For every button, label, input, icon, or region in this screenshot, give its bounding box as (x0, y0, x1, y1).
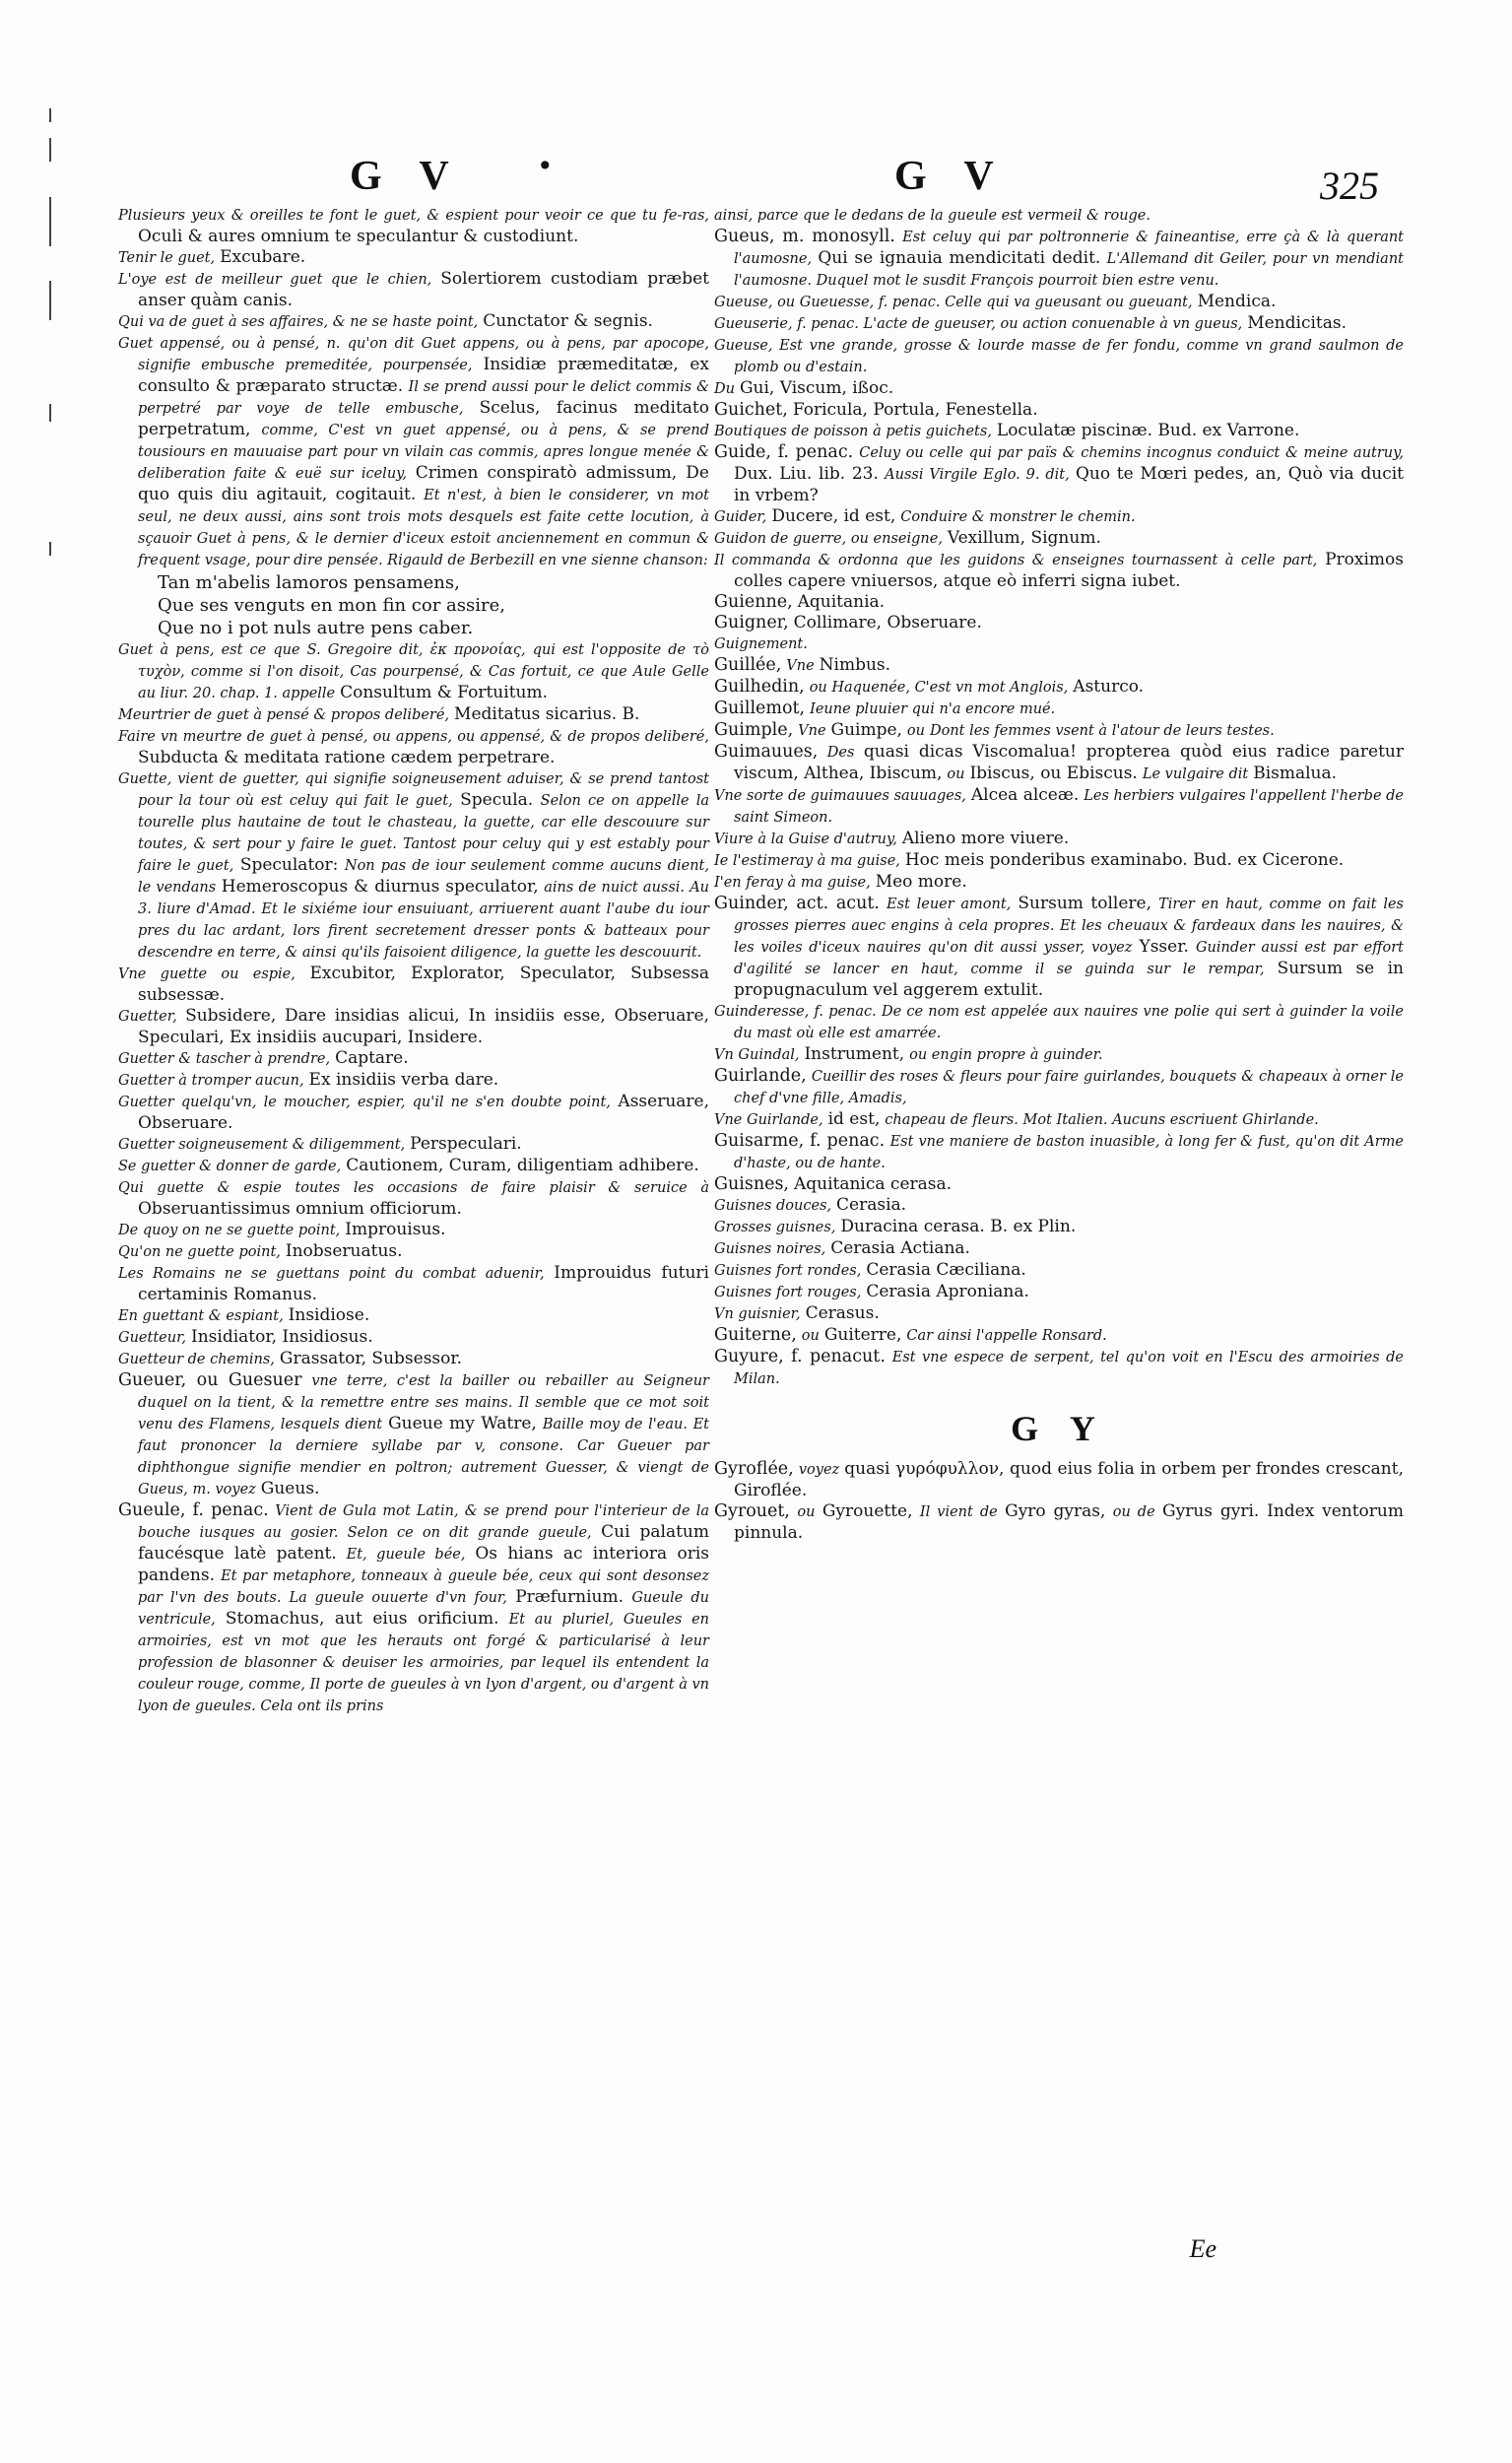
entry-latin-text: Qui se ignauia mendicitati dedit. (818, 248, 1101, 268)
entry-latin-text: Stomachus, aut eius orificium. (225, 1609, 499, 1629)
entry-headword: Guisarme, f. penac. (714, 1131, 886, 1151)
entry-french-text: Et, gueule bée, (346, 1547, 466, 1563)
margin-marks (49, 108, 57, 581)
entry-latin-text: Mendicitas. (1247, 313, 1348, 333)
right-column-entries (714, 205, 1404, 1390)
dictionary-entry (118, 1177, 709, 1220)
entry-french-text: Guisnes fort rondes, (714, 1263, 862, 1279)
dictionary-entry (714, 720, 1404, 742)
section-heading-gy: G Y (1011, 1409, 1107, 1448)
entry-french-text: Selon ce on appelle la tourelle plus hautaine de tout le chasteau, la guette, car elle descouure sur toutes, & sert pour y faire le guet. Tantost pour celuy qui y est estably pour faire le guet, (138, 793, 709, 874)
dictionary-entry (118, 1156, 709, 1177)
dictionary-entry (714, 699, 1404, 720)
entry-latin-text: Collimare, Obseruare. (793, 613, 982, 632)
entry-latin-text: Ysser. (1139, 937, 1189, 957)
entry-headword: Guinder, act. acut. (714, 894, 880, 913)
entry-latin-text: Ibiscus, ou Ebiscus. (969, 764, 1138, 783)
dictionary-entry (118, 269, 709, 311)
entry-latin-text: Crimen conspiratò admissum, De quo quis diu agitauit, cogitauit. (138, 463, 709, 504)
dictionary-entry (714, 655, 1404, 677)
dictionary-entry (118, 1327, 709, 1349)
entry-headword: Gyroflée, (714, 1459, 794, 1479)
entry-french-text: Guetter à tromper aucun, (118, 1073, 304, 1089)
entry-latin-text: Alcea alceæ. (970, 785, 1080, 805)
entry-french-text: Celuy ou celle qui par païs & chemins incognus conduict & meine autruy, (859, 445, 1405, 461)
entry-latin-text: Meditatus sicarius. B. (454, 704, 640, 724)
entry-latin-text: Grassator, Subsessor. (279, 1349, 463, 1368)
entry-french-text: Est celuy qui par poltronnerie & faineantise, erre çà & là querant l'aumosne, (734, 230, 1405, 267)
entry-french-text: Guetter quelqu'vn, le moucher, espier, qu'il ne s'en doubte point, (118, 1095, 611, 1110)
dictionary-entry (714, 592, 1404, 613)
gy-section-entries (714, 1459, 1404, 1544)
entry-headword: Guichet, (714, 400, 788, 420)
verse-line: Tan m'abelis lamoros pensamens, (158, 572, 460, 593)
entry-latin-text: Cunctator & segnis. (483, 311, 653, 331)
dictionary-entry (118, 205, 709, 247)
entry-latin-text: Excubare. (220, 247, 306, 267)
entry-french-text: Guignement. (714, 636, 808, 652)
entry-french-text: Meurtrier de guet à pensé & propos deliberé, (118, 707, 450, 723)
entry-latin-text: Excubitor, Explorator, Speculator, Subsessa subsessæ. (138, 964, 709, 1005)
entry-latin-text: Speculator: (239, 855, 339, 875)
entry-french-text: Il vient de (919, 1504, 998, 1520)
dictionary-entry (714, 785, 1404, 829)
dictionary-entry (714, 1131, 1404, 1174)
entry-french-text: ou de (1112, 1504, 1155, 1520)
dictionary-entry (714, 1195, 1404, 1217)
dictionary-entry (714, 335, 1404, 378)
entry-french-text: De quoy on ne se guette point, (118, 1223, 341, 1238)
entry-french-text: vne terre, c'est la bailler ou rebailler au Seigneur duquel on la tient, & la remettre entre ses mains. Il semble que ce mot soit venu des Flamens, lesquels dient (138, 1373, 709, 1432)
entry-latin-text: Captare. (335, 1048, 409, 1068)
entry-french-text: Qui guette & espie toutes les occasions de faire plaisir & seruice à (118, 1180, 709, 1196)
entry-latin-text: Hemeroscopus & diurnus speculator, (221, 877, 539, 897)
entry-french-text: Baille moy de l'eau. Et faut prononcer la derniere syllabe par v, consone. Car Gueuer par diphthongue signifie mendier en poltron; autrement Guesser, & viengt de Gueus, m. voyez (138, 1417, 710, 1498)
entry-latin-text: Bismalua. (1253, 764, 1338, 783)
dictionary-entry (118, 1070, 709, 1092)
dictionary-entry (714, 613, 1404, 633)
dictionary-entry (714, 829, 1404, 850)
dictionary-entry (714, 378, 1404, 400)
dictionary-entry (714, 1174, 1404, 1195)
dictionary-entry (714, 894, 1404, 1001)
dictionary-entry (714, 421, 1404, 442)
entry-latin-text: Dux. Liu. lib. 23. (734, 464, 879, 484)
page-number: 325 (1320, 164, 1379, 208)
dictionary-entry (714, 205, 1404, 227)
entry-latin-text: Mendica. (1197, 292, 1277, 311)
entry-french-text: ainsi, parce que le dedans de la gueule est vermeil & rouge. (714, 208, 1151, 224)
entry-french-text: Gueule du ventricule, (138, 1590, 709, 1628)
entry-latin-text: Loculatæ piscinæ. Bud. ex Varrone. (996, 421, 1300, 440)
entry-latin-text: Aquitanica cerasa. (793, 1174, 953, 1194)
catchword: Ee (1189, 2234, 1216, 2263)
entry-french-text: chapeau de fleurs. Mot Italien. Aucuns escriuent Ghirlande. (885, 1112, 1319, 1128)
entry-headword: Guimauues, (714, 742, 819, 762)
dictionary-entry (714, 1001, 1404, 1044)
dictionary-entry (118, 333, 709, 571)
entry-latin-text: Gyrus gyri. Index ventorum pinnula. (734, 1501, 1404, 1543)
entry-headword: Guigner, (714, 613, 789, 632)
entry-french-text: Gueuserie, f. penac. L'acte de gueuser, ou action conuenable à vn gueus, (714, 316, 1243, 332)
entry-latin-text: Aquitania. (797, 592, 886, 612)
entry-latin-text: Ex insidiis verba dare. (308, 1070, 499, 1090)
entry-latin-text: Insidiator, Insidiosus. (191, 1327, 373, 1347)
entry-french-text: Guetteur de chemins, (118, 1352, 275, 1367)
entry-latin-text: Gueus. (260, 1479, 320, 1498)
entry-french-text: voyez (798, 1462, 840, 1478)
dictionary-entry (714, 872, 1404, 894)
entry-latin-text: id est, (827, 1109, 881, 1129)
left-column (118, 205, 709, 1717)
entry-french-text: Guette, vient de guetter, qui signifie soigneusement aduiser, & se prend tantost pour la tour où est celuy qui fait le guet, (118, 771, 709, 809)
dictionary-entry (714, 227, 1404, 292)
entry-latin-text: Guiterre, (823, 1325, 902, 1345)
entry-latin-text: Sursum se in propugnaculum vel aggerem extulit. (734, 959, 1404, 1000)
entry-headword: Guienne, (714, 592, 793, 612)
dictionary-entry (118, 1370, 709, 1500)
entry-french-text: Car ainsi l'appelle Ronsard. (906, 1328, 1107, 1344)
entry-latin-text: Gyro gyras, (1005, 1501, 1106, 1521)
entry-french-text: ou (797, 1504, 816, 1520)
entry-french-text: Guetter, (118, 1009, 177, 1025)
entry-headword: Guyure, f. penacut. (714, 1347, 886, 1366)
dictionary-entry (118, 726, 709, 768)
entry-french-text: Gueuse, Est vne grande, grosse & lourde masse de fer fondu, comme vn grand saulmon de plomb ou d'estain. (714, 338, 1404, 375)
entry-headword: Guiterne, (714, 1325, 797, 1345)
entry-french-text: Il se prend aussi pour le delict commis & perpetré par voye de telle embusche, (138, 379, 709, 417)
entry-latin-text: Cautionem, Curam, diligentiam adhibere. (346, 1156, 699, 1175)
entry-french-text: Vne Guirlande, (714, 1112, 823, 1128)
entry-latin-text: Præfurnium. (515, 1587, 624, 1607)
entry-latin-text: Giroflée. (734, 1481, 808, 1500)
dictionary-entry (714, 742, 1404, 785)
dictionary-entry (714, 1260, 1404, 1282)
entry-headword: Gueuer, ou Guesuer (118, 1370, 302, 1390)
dictionary-entry (118, 639, 709, 704)
entry-french-text: Vne guette ou espie, (118, 966, 296, 982)
dictionary-entry (714, 1238, 1404, 1260)
entry-latin-text: Meo more. (875, 872, 967, 892)
entry-french-text: Guet appensé, ou à pensé, n. qu'on dit Guet appens, ou à pens, par apocope, signifie embusche premeditée, pourpensée, (118, 336, 709, 373)
dictionary-entry (118, 1349, 709, 1370)
dictionary-entry (714, 1044, 1404, 1066)
entry-french-text: ou (906, 723, 925, 739)
dictionary-entry (714, 1217, 1404, 1238)
dictionary-entry (714, 1459, 1404, 1501)
entry-french-text: Guisnes douces, (714, 1198, 832, 1214)
entry-french-text: Du (714, 381, 735, 397)
entry-french-text: Des (826, 745, 855, 761)
entry-headword: Gueus, m. monosyll. (714, 227, 895, 246)
entry-latin-text: Gyrouette, (822, 1501, 913, 1521)
entry-french-text: Guisnes fort rouges, (714, 1285, 862, 1300)
dictionary-entry (714, 1347, 1404, 1390)
entry-french-text: Est leuer amont, (887, 897, 1012, 912)
entry-french-text: Guider, (714, 509, 767, 525)
entry-latin-text: Instrument, (804, 1044, 905, 1064)
entry-french-text: ou Haquenée, C'est vn mot Anglois, (809, 680, 1069, 696)
entry-latin-text: Cui palatum faucésque latè patent. (138, 1522, 709, 1564)
dictionary-entry (118, 1305, 709, 1327)
entry-french-text: Guetter soigneusement & diligemment, (118, 1137, 406, 1153)
entry-french-text: Qui va de guet à ses affaires, & ne se haste point, (118, 314, 479, 330)
entry-latin-text: Quo te Mœri pedes, an, Quò via ducit in vrbem? (734, 464, 1404, 505)
entry-french-text: Qu'on ne guette point, (118, 1244, 281, 1260)
dictionary-entry (118, 1006, 709, 1048)
entry-headword: Guisnes, (714, 1174, 789, 1194)
entry-french-text: Guetter & tascher à prendre, (118, 1051, 331, 1067)
entry-latin-text: Asturco. (1073, 677, 1145, 697)
entry-french-text: Tenir le guet, (118, 250, 216, 266)
dictionary-entry (118, 1092, 709, 1134)
dictionary-entry (714, 1109, 1404, 1131)
dictionary-entry (118, 768, 709, 964)
dictionary-entry (714, 633, 1404, 655)
entry-latin-text: Specula. (460, 790, 534, 810)
dictionary-entry (118, 1048, 709, 1070)
entry-french-text: Tirer en haut, comme on fait les grosses pierres auec engins à cela propres. Et les cheuaux & fardeaux dans les nauires, & les voiles d'iceux nauires qu'on dit aussi ysser, voyez (734, 897, 1404, 956)
entry-french-text: Plusieurs yeux & oreilles te font le guet, & espient pour veoir ce que tu fe-ras, (118, 208, 709, 224)
entry-french-text: comme, C'est vn guet appensé, ou à pens, & se prend tousiours en mauuaise part pour vn vilain cas commis, apres longue menée & deliberation faite & euë sur iceluy, (138, 423, 709, 482)
entry-french-text: Ieune pluuier qui n'a encore mué. (810, 701, 1056, 717)
right-running-head: G V (894, 154, 1008, 199)
entry-latin-text: Cerasia Actiana. (830, 1238, 970, 1258)
entry-french-text: Ie l'estimeray à ma guise, (714, 853, 900, 869)
entry-french-text: ains de nuict aussi. Au 3. liure d'Amad. Et le sixiéme iour ensuiuant, arriuerent auant l'aube du iour pres du lac ardant, lors firent secretement dresser ponts & batteaux pour descendre en terre, & ainsi qu'ils faisoient diligence, la guette les descouurit. (138, 880, 710, 961)
entry-latin-text: Duracina cerasa. B. ex Plin. (840, 1217, 1077, 1236)
entry-latin-text: Hoc meis ponderibus examinabo. Bud. ex Cicerone. (904, 850, 1345, 870)
head-bullet: • (537, 150, 554, 182)
dictionary-entry (714, 528, 1404, 550)
dictionary-entry (714, 442, 1404, 506)
entry-latin-text: Scelus, facinus meditato perpetratum, (138, 398, 709, 439)
dictionary-entry (714, 1066, 1404, 1109)
dictionary-entry (118, 704, 709, 726)
entry-latin-text: Cerasus. (805, 1303, 880, 1323)
entry-french-text: Guinder aussi est par effort d'agilité se lancer en haut, comme il se guinda sur le rempar, (734, 940, 1404, 977)
entry-headword: Guimple, (714, 720, 794, 740)
dictionary-entry (118, 1220, 709, 1241)
entry-latin-text: Vexillum, Signum. (947, 528, 1101, 548)
entry-french-text: Viure à la Guise d'autruy, (714, 832, 897, 847)
entry-french-text: Le vulgaire dit (1142, 766, 1249, 782)
entry-french-text: Guet à pens, est ce que S. Gregoire dit, ἐκ προνοίας, qui est l'opposite de τὸ τυχὸν, comme si l'on disoit, Cas pourpensé, & Cas fortuit, ce que Aule Gelle au liur. 20. chap. 1. appelle (118, 642, 709, 701)
entry-french-text: Et n'est, à bien le considerer, vn mot seul, ne deux aussi, ains sont trois mots desquels est faite cette locution, à sçauoir Guet à pens, & le dernier d'iceux estoit anciennement en commun & frequent vsage, pour dire pensée. Rigauld de Berbezill en vne sienne chanson: (138, 488, 709, 568)
dictionary-entry (118, 311, 709, 333)
dictionary-entry (714, 1282, 1404, 1303)
entry-french-text: Faire vn meurtre de guet à pensé, ou appens, ou appensé, & de propos deliberé, (118, 729, 709, 745)
entry-french-text: ou (947, 766, 965, 782)
entry-latin-text: Solertiorem custodiam præbet anser quàm canis. (138, 269, 709, 310)
entry-french-text: Guidon de guerre, ou enseigne, (714, 531, 943, 547)
entry-french-text: En guettant & espiant, (118, 1308, 284, 1324)
left-running-head: G V (350, 154, 463, 199)
dictionary-entry (714, 550, 1404, 592)
entry-french-text: Aussi Virgile Eglo. 9. dit, (885, 467, 1070, 483)
entry-french-text: Les herbiers vulgaires l'appellent l'herbe de saint Simeon. (734, 788, 1405, 826)
dictionary-entry (714, 400, 1404, 421)
entry-headword: Guide, f. penac. (714, 442, 854, 462)
entry-latin-text: Proximos colles capere vniuersos, atque eò inferri signa iubet. (734, 550, 1404, 591)
entry-french-text: Cueillir des roses & fleurs pour faire guirlandes, bouquets & chapeaux à orner le chef d'vne fille, Amadis, (734, 1069, 1404, 1106)
entry-latin-text: Nimbus. (819, 655, 891, 675)
entry-french-text: Est vne maniere de baston inuasible, à long fer & fust, qu'on dit Arme d'haste, ou de hante. (734, 1134, 1404, 1171)
entry-french-text: I'en feray à ma guise, (714, 875, 871, 891)
entry-latin-text: Consultum & Fortuitum. (340, 683, 548, 702)
entry-french-text: Dont les femmes vsent à l'atour de leurs testes. (929, 723, 1275, 739)
dictionary-entry (118, 964, 709, 1006)
entry-french-text: Guisnes noires, (714, 1241, 826, 1257)
entry-latin-text: Insidiæ præmeditatæ, ex consulto & præparato structæ. (138, 355, 709, 396)
entry-headword: Guirlande, (714, 1066, 807, 1086)
entry-latin-text: quasi dicas Viscomalua! propterea quòd eius radice paretur viscum, Althea, Ibiscum, (734, 742, 1405, 783)
entry-latin-text: Cerasia. (836, 1195, 907, 1215)
entry-french-text: Vient de Gula mot Latin, & se prend pour l'interieur de la bouche iusques au gosier. Selon ce on dit grande gueule, (138, 1503, 710, 1541)
verse-line: Que no i pot nuls autre pens caber. (158, 618, 474, 638)
entry-latin-text: Asseruare, Obseruare. (138, 1092, 710, 1133)
entry-french-text: Boutiques de poisson à petis guichets, (714, 424, 992, 439)
dictionary-entry (118, 247, 709, 269)
entry-french-text: L'Allemand dit Geiler, pour vn mendiant l'aumosne. Duquel mot le susdit François pourroit bien estre venu. (734, 251, 1404, 289)
entry-latin-text: Os hians ac interiora oris pandens. (138, 1544, 709, 1585)
dictionary-entry (714, 506, 1404, 528)
entry-latin-text: Oculi & aures omnium te speculantur & custodiunt. (138, 227, 579, 246)
dictionary-entry (118, 1263, 709, 1305)
entry-headword: Gyrouet, (714, 1501, 790, 1521)
entry-latin-text: Ducere, id est, (771, 506, 896, 526)
entry-french-text: Vn Guindal, (714, 1047, 800, 1063)
entry-latin-text: Foricula, Portula, Fenestella. (792, 400, 1038, 420)
entry-french-text: Et par metaphore, tonneaux à gueule bée, ceux qui sont desonsez par l'vn des bouts. La gueule ouuerte d'vn four, (138, 1568, 709, 1606)
entry-latin-text: quasi γυρόφυλλον, quod eius folia in orbem per frondes crescant, (844, 1459, 1404, 1479)
dictionary-entry (118, 1241, 709, 1263)
entry-latin-text: Alieno more viuere. (901, 829, 1070, 848)
entry-french-text: Et au pluriel, Gueules en armoiries, est vn mot que les herauts ont forgé & particularisé à leur profession de blasonner & deuiser les armoiries, par lequel ils entendent la couleur rouge, comme, Il porte de gueules à vn lyon d'argent, ou d'argent à vn lyon de gueules. Cela ont ils prins (138, 1612, 709, 1714)
entry-latin-text: Inobseruatus. (285, 1241, 403, 1261)
entry-french-text: L'oye est de meilleur guet que le chien, (118, 272, 432, 288)
entry-headword: Guilhedin, (714, 677, 805, 697)
dictionary-entry (714, 677, 1404, 699)
entry-headword: Guillée, (714, 655, 782, 675)
verse-line: Que ses venguts en mon fin cor assire, (158, 595, 505, 616)
right-column (714, 205, 1404, 1544)
entry-french-text: Vne sorte de guimauues sauuages, (714, 788, 966, 804)
entry-french-text: Vne (786, 658, 815, 674)
entry-latin-text: Improuidus futuri certaminis Romanus. (138, 1263, 709, 1304)
dictionary-entry (714, 1303, 1404, 1325)
entry-latin-text: Cerasia Cæciliana. (866, 1260, 1026, 1280)
entry-french-text: Conduire & monstrer le chemin. (900, 509, 1136, 525)
entry-french-text: Guetteur, (118, 1330, 187, 1346)
entry-french-text: Non pas de iour seulement comme aucuns dient, le vendans (138, 858, 709, 896)
dictionary-entry (714, 1325, 1404, 1347)
entry-latin-text: Guimpe, (830, 720, 902, 740)
entry-latin-text: Obseruantissimus omnium officiorum. (138, 1199, 462, 1219)
entry-french-text: Il commanda & ordonna que les guidons & enseignes tournassent à celle part, (714, 553, 1318, 568)
dictionary-entry (118, 1500, 709, 1717)
entry-french-text: Se guetter & donner de garde, (118, 1159, 342, 1174)
entry-latin-text: Sursum tollere, (1018, 894, 1152, 913)
entry-french-text: Guinderesse, f. penac. De ce nom est appelée aux nauires vne polie qui sert à guinder la voile du mast où elle est amarrée. (714, 1004, 1404, 1041)
dictionary-entry (714, 1501, 1404, 1544)
entry-french-text: ou engin propre à guinder. (909, 1047, 1103, 1063)
entry-latin-text: Subsidere, Dare insidias alicui, In insidiis esse, Obseruare, Speculari, Ex insidiis aucupari, Insidere. (138, 1006, 709, 1047)
entry-french-text: Est vne espece de serpent, tel qu'on voit en l'Escu des armoiries de Milan. (734, 1350, 1404, 1387)
entry-headword: Guillemot, (714, 699, 806, 718)
entry-french-text: Les Romains ne se guettans point du combat aduenir, (118, 1266, 545, 1282)
entry-latin-text: Gueue my Watre, (388, 1414, 537, 1433)
entry-latin-text: Cerasia Aproniana. (866, 1282, 1029, 1301)
dictionary-entry (714, 313, 1404, 335)
dictionary-entry (714, 850, 1404, 872)
dictionary-entry (118, 1134, 709, 1156)
entry-latin-text: Insidiose. (288, 1305, 370, 1325)
entry-french-text: Vne (798, 723, 826, 739)
entry-headword: Gueule, f. penac. (118, 1500, 269, 1520)
entry-french-text: ou (801, 1328, 820, 1344)
entry-latin-text: Subducta & meditata ratione cædem perpetrare. (138, 748, 556, 767)
entry-french-text: Vn guisnier, (714, 1306, 801, 1322)
entry-french-text: Gueuse, ou Gueuesse, f. penac. Celle qui va gueusant ou gueuant, (714, 295, 1193, 310)
dictionary-entry (714, 292, 1404, 313)
entry-latin-text: Gui, Viscum, ißoc. (739, 378, 894, 398)
entry-latin-text: Improuisus. (345, 1220, 446, 1239)
entry-french-text: Grosses guisnes, (714, 1220, 836, 1235)
entry-latin-text: Perspeculari. (410, 1134, 522, 1154)
